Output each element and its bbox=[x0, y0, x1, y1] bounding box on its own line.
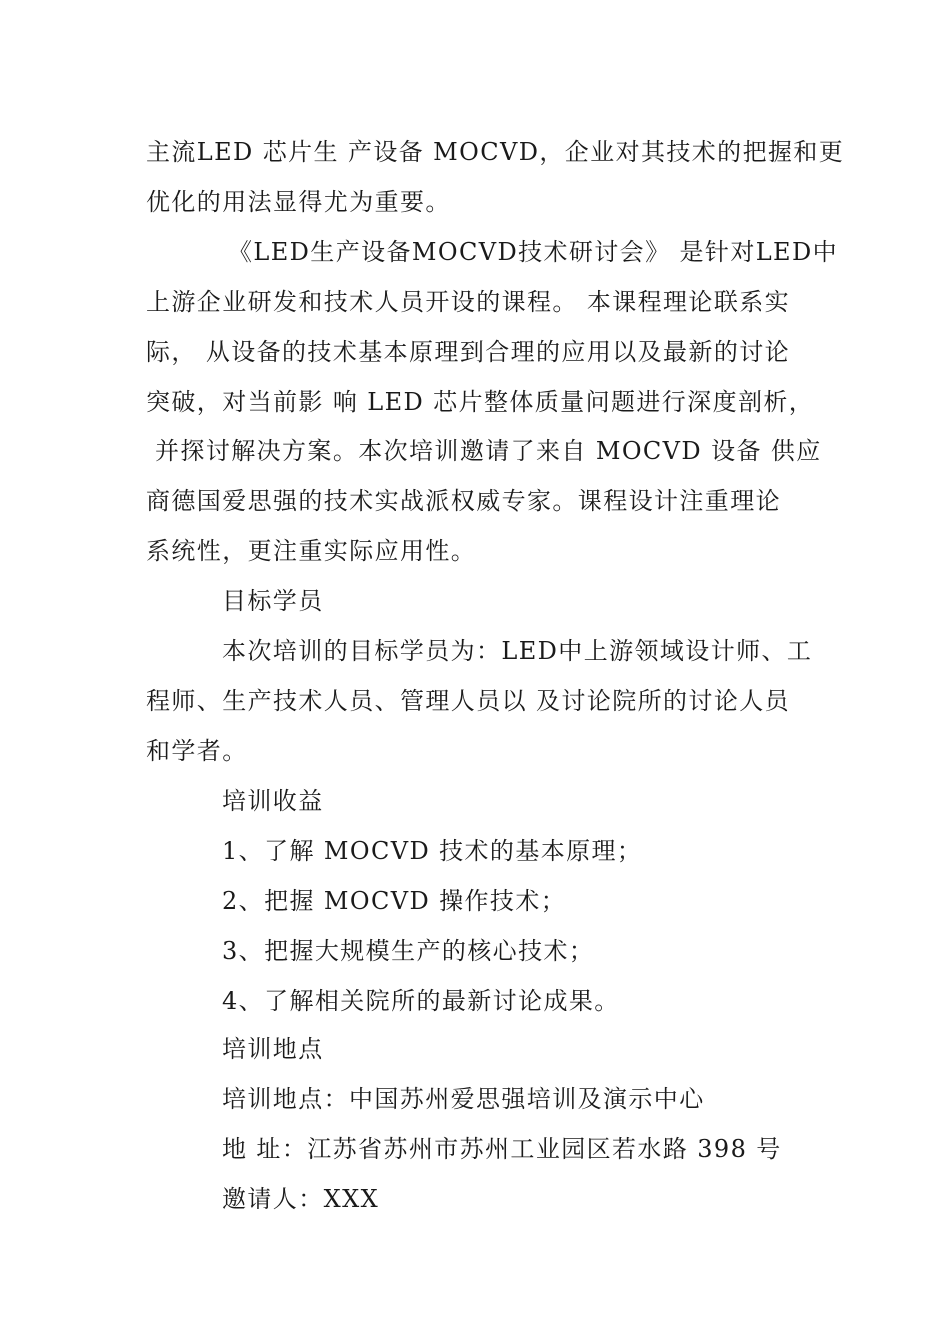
target-heading: 目标学员 bbox=[222, 587, 324, 615]
para2-line-2: 上游企业研发和技术人员开设的课程。 本课程理论联系实 bbox=[146, 288, 791, 316]
benefit-item-4: 4、了解相关院所的最新讨论成果。 bbox=[222, 987, 620, 1015]
benefit-item-1: 1、了解 MOCVD 技术的基本原理； bbox=[222, 837, 643, 865]
location-heading: 培训地点 bbox=[222, 1035, 324, 1063]
benefit-item-2: 2、把握 MOCVD 操作技术； bbox=[222, 887, 567, 915]
location-address: 地 址：江苏省苏州市苏州工业园区若水路 398 号 bbox=[222, 1135, 782, 1163]
target-line-1: 本次培训的目标学员为：LED中上游领域设计师、工 bbox=[222, 637, 813, 665]
para2-line-7: 系统性，更注重实际应用性。 bbox=[146, 537, 477, 565]
para1-line-2: 优化的用法显得尤为重要。 bbox=[146, 188, 451, 216]
para2-line-6: 商德国爱思强的技术实战派权威专家。课程设计注重理论 bbox=[146, 487, 781, 515]
para2-line-3: 际， 从设备的技术基本原理到合理的应用以及最新的讨论 bbox=[146, 338, 791, 366]
target-line-2: 程师、生产技术人员、管理人员以 及讨论院所的讨论人员 bbox=[146, 687, 791, 715]
para2-line-4: 突破，对当前影 响 LED 芯片整体质量问题进行深度剖析， bbox=[146, 388, 815, 416]
para2-line-1: 《LED生产设备MOCVD技术研讨会》 是针对LED中 bbox=[228, 238, 839, 266]
location-inviter: 邀请人：XXX bbox=[222, 1185, 380, 1213]
benefits-heading: 培训收益 bbox=[222, 787, 324, 815]
location-venue: 培训地点：中国苏州爱思强培训及演示中心 bbox=[222, 1085, 705, 1113]
para2-line-5: 并探讨解决方案。本次培训邀请了来自 MOCVD 设备 供应 bbox=[146, 437, 822, 465]
para1-line-1: 主流LED 芯片生 产设备 MOCVD，企业对其技术的把握和更 bbox=[146, 138, 845, 166]
benefit-item-3: 3、把握大规模生产的核心技术； bbox=[222, 937, 595, 965]
target-line-3: 和学者。 bbox=[146, 737, 248, 765]
